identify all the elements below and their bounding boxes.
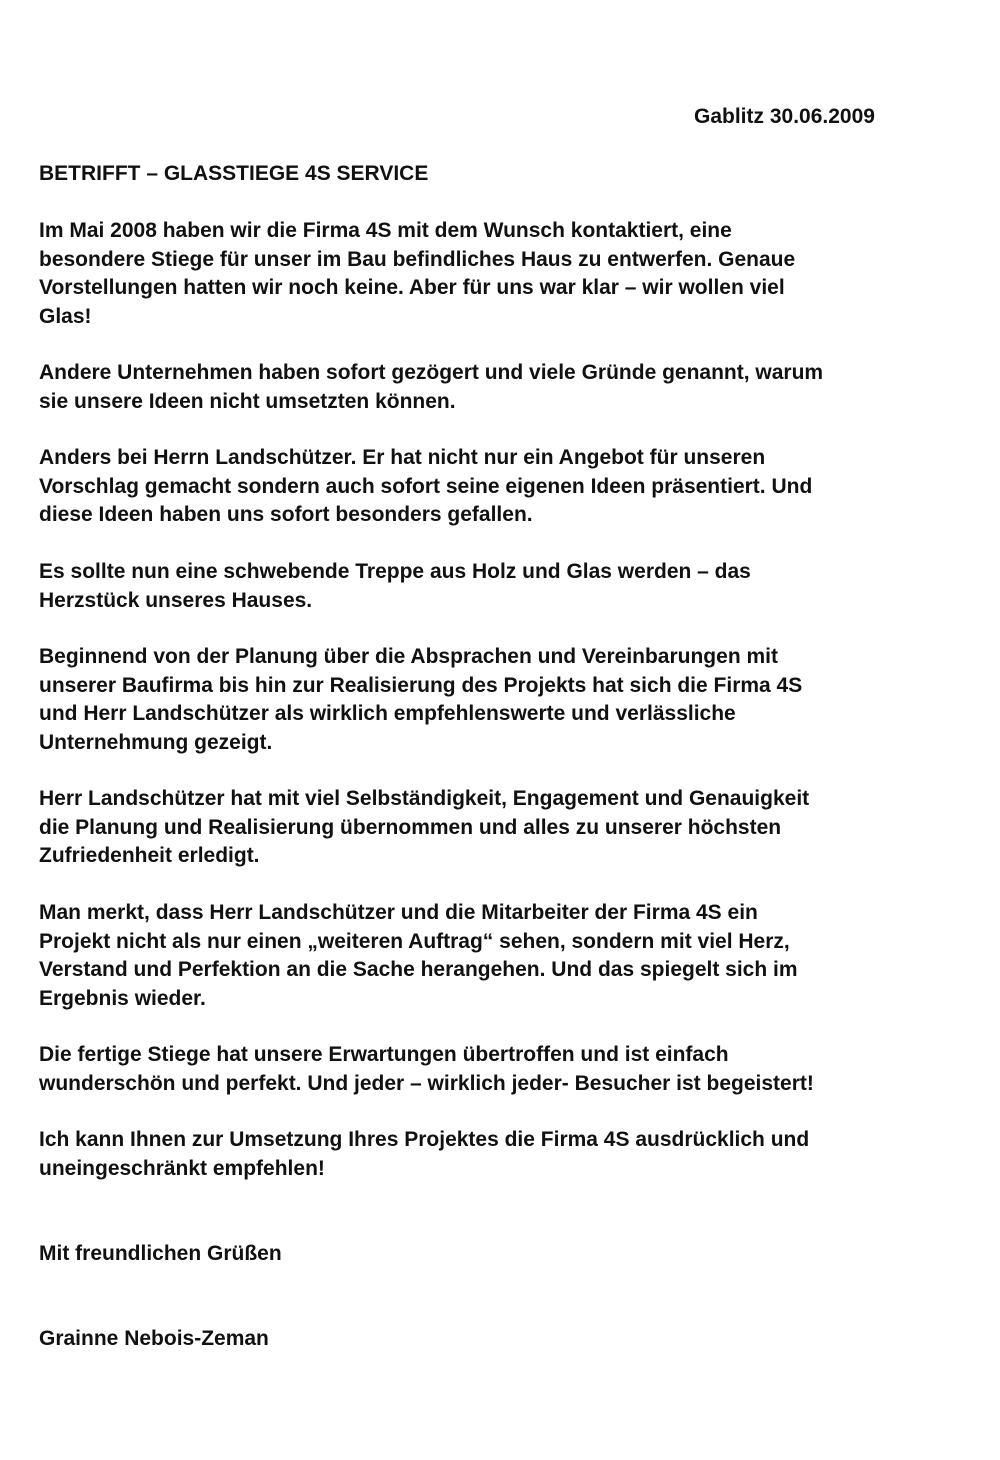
- paragraph-line: Projekt nicht als nur einen „weiteren Auftrag“ sehen, sondern mit viel Herz,: [39, 929, 790, 953]
- paragraph-line: sie unsere Ideen nicht umsetzten können.: [39, 389, 456, 413]
- paragraph-8: [39, 1041, 974, 1098]
- date-line: Gablitz 30.06.2009: [694, 105, 875, 128]
- paragraph-2: [39, 359, 974, 416]
- paragraph-5: [39, 643, 974, 757]
- closing-line: Mit freundlichen Grüßen: [39, 1242, 282, 1265]
- paragraph-3: [39, 444, 974, 530]
- paragraph-line: Es sollte nun eine schwebende Treppe aus Holz und Glas werden – das: [39, 560, 751, 583]
- paragraph-line: die Planung und Realisierung übernommen und alles zu unserer höchsten: [39, 815, 782, 839]
- paragraph-line: wunderschön und perfekt. Und jeder – wirklich jeder- Besucher ist begeistert!: [39, 1071, 814, 1095]
- paragraph-line: Beginnend von der Planung über die Absprachen und Vereinbarungen mit: [39, 645, 778, 668]
- paragraph-6: [39, 785, 974, 871]
- paragraph-7: [39, 899, 974, 1013]
- paragraph-line: besondere Stiege für unser im Bau befindliches Haus zu entwerfen. Genaue: [39, 247, 796, 271]
- paragraph-line: Zufriedenheit erledigt.: [39, 844, 260, 868]
- paragraph-line: Ich kann Ihnen zur Umsetzung Ihres Projektes die Firma 4S ausdrücklich und: [39, 1128, 810, 1151]
- paragraph-line: Verstand und Perfektion an die Sache herangehen. Und das spiegelt sich im: [39, 958, 798, 982]
- paragraph-line: und Herr Landschützer als wirklich empfehlenswerte und verlässliche: [39, 702, 736, 726]
- paragraph-line: Unternehmung gezeigt.: [39, 730, 273, 754]
- paragraph-line: Herr Landschützer hat mit viel Selbständigkeit, Engagement und Genauigkeit: [39, 787, 810, 810]
- signature-name: Grainne Nebois-Zeman: [39, 1327, 269, 1350]
- paragraph-line: Die fertige Stiege hat unsere Erwartungen übertroffen und ist einfach: [39, 1043, 729, 1066]
- paragraph-4: [39, 558, 974, 615]
- paragraph-line: Herzstück unseres Hauses.: [39, 588, 313, 612]
- paragraph-line: Vorstellungen hatten wir noch keine. Aber für uns war klar – wir wollen viel: [39, 276, 785, 300]
- paragraph-1: [39, 217, 974, 331]
- subject-line: BETRIFFT – GLASSTIEGE 4S SERVICE: [39, 162, 429, 185]
- paragraph-line: Man merkt, dass Herr Landschützer und die Mitarbeiter der Firma 4S ein: [39, 901, 758, 924]
- paragraph-line: unserer Baufirma bis hin zur Realisierung des Projekts hat sich die Firma 4S: [39, 673, 803, 697]
- paragraph-9: [39, 1126, 974, 1183]
- paragraph-line: Anders bei Herrn Landschützer. Er hat nicht nur ein Angebot für unseren: [39, 446, 766, 469]
- paragraph-line: Ergebnis wieder.: [39, 986, 206, 1010]
- paragraph-line: Andere Unternehmen haben sofort gezögert und viele Gründe genannt, warum: [39, 361, 824, 384]
- paragraph-line: diese Ideen haben uns sofort besonders gefallen.: [39, 503, 533, 527]
- paragraph-line: Im Mai 2008 haben wir die Firma 4S mit dem Wunsch kontaktiert, eine: [39, 219, 732, 242]
- paragraph-line: Glas!: [39, 304, 92, 328]
- paragraph-line: Vorschlag gemacht sondern auch sofort seine eigenen Ideen präsentiert. Und: [39, 474, 813, 498]
- paragraph-line: uneingeschränkt empfehlen!: [39, 1156, 325, 1180]
